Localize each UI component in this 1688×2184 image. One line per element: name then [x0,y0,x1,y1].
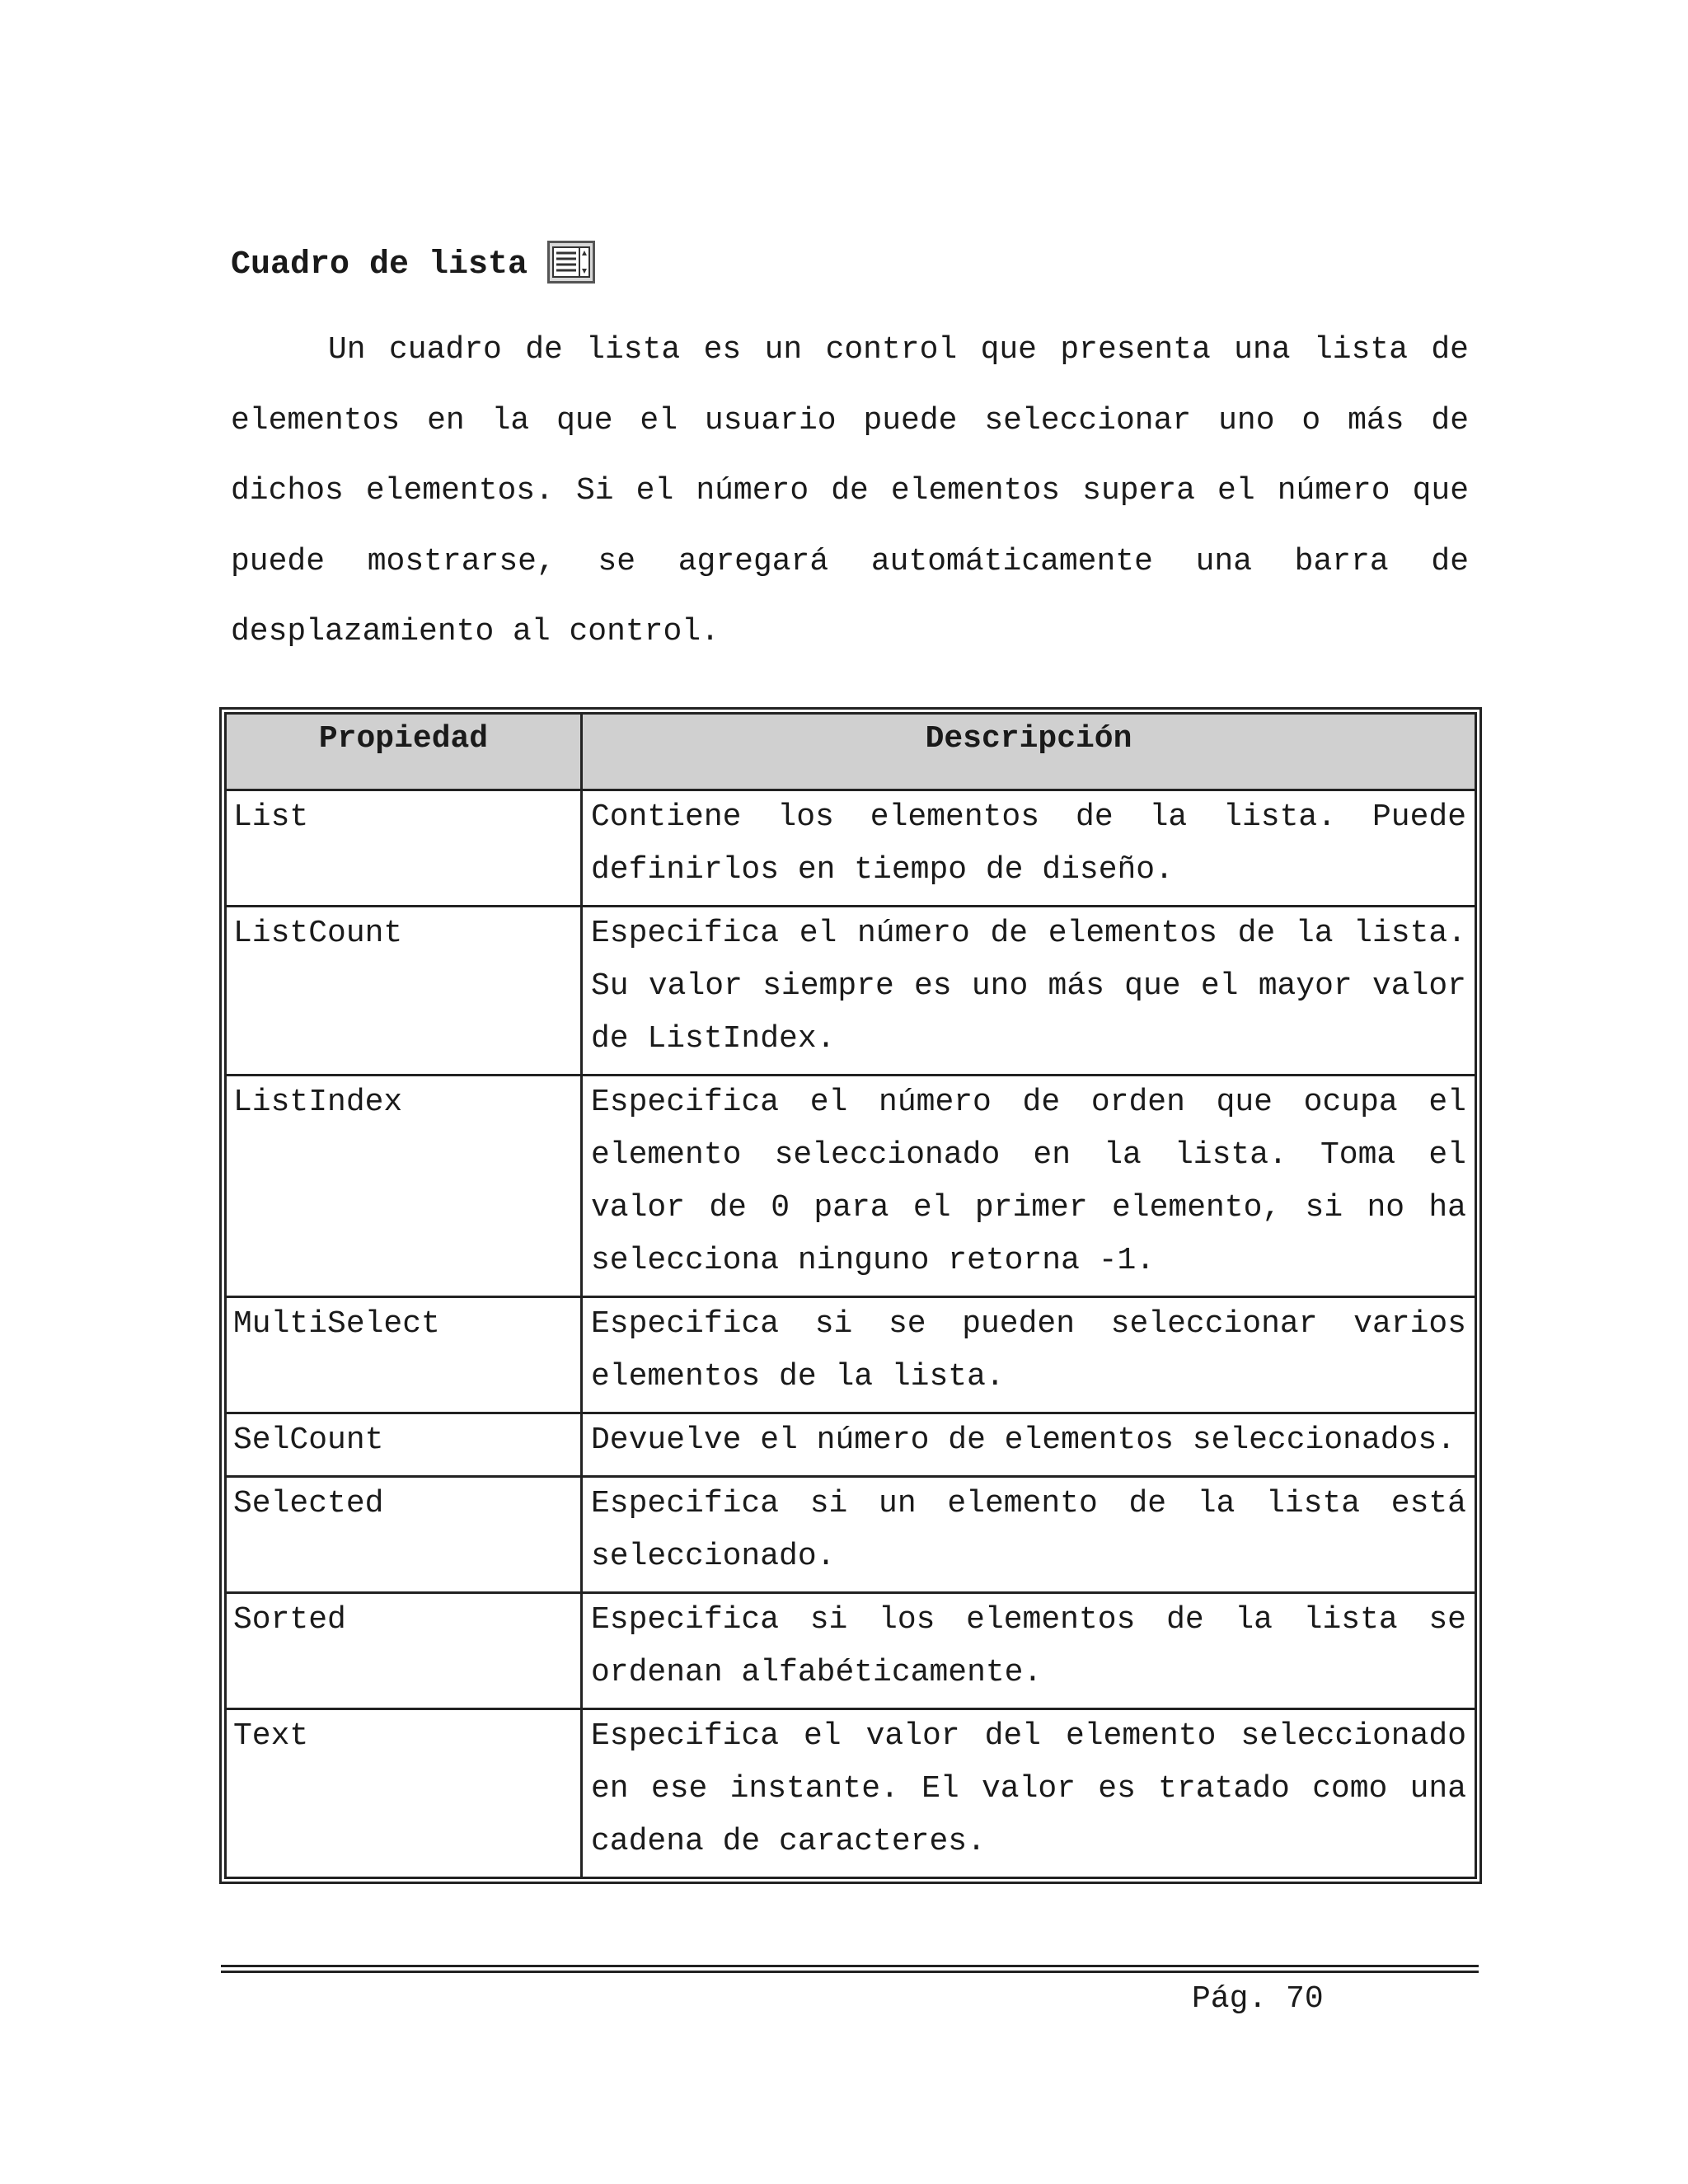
property-cell: Text [226,1709,582,1878]
property-cell: ListIndex [226,1076,582,1297]
column-header-description: Descripción [582,714,1476,790]
description-cell: Contiene los elementos de la lista. Puede definirlos en tiempo de diseño. [582,790,1476,907]
table-row [226,790,1476,907]
table-row [226,1413,1476,1477]
table-row [226,907,1476,1076]
property-cell: SelCount [226,1413,582,1477]
table-row [226,1297,1476,1413]
table-row [226,1709,1476,1878]
intro-paragraph: Un cuadro de lista es un control que presenta una lista de elementos en la que el usuario puede seleccionar uno o más de dichos elementos. Si el número de elementos supera el número que puede mostrarse, se agregará automáticamente una barra de desplazamiento al control. [231,332,1469,649]
description-cell: Especifica el valor del elemento seleccionado en ese instante. El valor es tratado como una cadena de caracteres. [582,1709,1476,1878]
properties-table [219,707,1482,1884]
table-row [226,1477,1476,1593]
property-cell: ListCount [226,907,582,1076]
page-number: Pág. 70 [1192,1981,1324,2017]
section-title: Cuadro de lista [231,246,528,284]
description-cell: Especifica el número de elementos de la lista. Su valor siempre es uno más que el mayor valor de ListIndex. [582,907,1476,1076]
listbox-control-icon [547,241,595,284]
section-heading [231,241,595,288]
description-cell: Especifica si se pueden seleccionar varios elementos de la lista. [582,1297,1476,1413]
description-cell: Especifica si un elemento de la lista está seleccionado. [582,1477,1476,1593]
footer-divider [221,1965,1479,1973]
description-cell: Devuelve el número de elementos seleccionados. [582,1413,1476,1477]
property-cell: Selected [226,1477,582,1593]
description-cell: Especifica si los elementos de la lista se ordenan alfabéticamente. [582,1593,1476,1709]
description-cell: Especifica el número de orden que ocupa el elemento seleccionado en la lista. Toma el valor de 0 para el primer elemento, si no ha selecciona ninguno retorna -1. [582,1076,1476,1297]
property-cell: Sorted [226,1593,582,1709]
property-cell: MultiSelect [226,1297,582,1413]
column-header-property: Propiedad [226,714,582,790]
table-row [226,1076,1476,1297]
table-header-row [226,714,1476,790]
property-cell: List [226,790,582,907]
table-row [226,1593,1476,1709]
